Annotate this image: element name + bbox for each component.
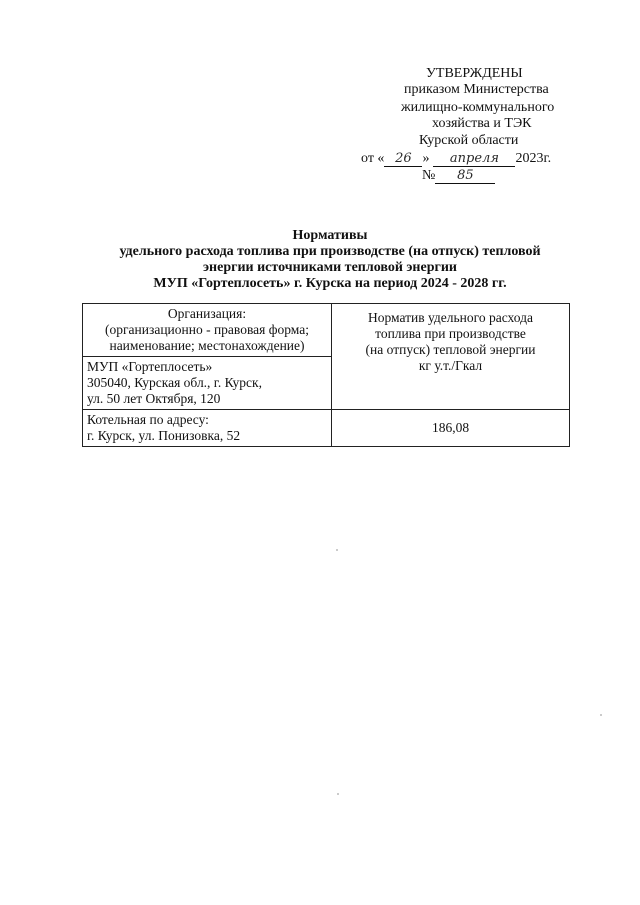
number-prefix: № xyxy=(422,168,436,183)
number-field xyxy=(435,168,495,184)
document-title xyxy=(40,228,620,292)
header-right-line-2: топлива при производстве xyxy=(375,326,526,341)
header-left-line-1: Организация: xyxy=(167,306,247,321)
date-month: апреля xyxy=(449,151,499,166)
approval-number xyxy=(422,168,495,184)
title-line-2: удельного расхода топлива при производстве (на отпуск) тепловой xyxy=(119,244,541,259)
header-organization xyxy=(83,304,332,357)
norm-value-cell: 186,08 xyxy=(332,410,570,447)
scan-speck xyxy=(600,714,602,716)
boiler-cell xyxy=(83,410,332,447)
boiler-line-2: г. Курск, ул. Понизовка, 52 xyxy=(87,428,241,443)
number-value: 85 xyxy=(457,168,474,183)
org-line-1: МУП «Гортеплосеть» xyxy=(87,359,213,374)
header-norm xyxy=(332,304,570,410)
org-cell xyxy=(83,357,332,410)
approval-date xyxy=(361,151,551,167)
table-row xyxy=(83,410,570,447)
header-right-line-3: (на отпуск) тепловой энергии xyxy=(365,342,536,357)
title-line-3: энергии источниками тепловой энергии xyxy=(202,260,457,275)
approval-line-2: жилищно-коммунального xyxy=(401,100,555,115)
scan-speck xyxy=(337,793,339,795)
header-right-line-1: Норматив удельного расхода xyxy=(368,310,533,325)
date-year: 2023г. xyxy=(515,151,552,166)
date-mid: » xyxy=(422,151,430,166)
boiler-line-1: Котельная по адресу: xyxy=(87,412,209,427)
header-right-line-4: кг у.т./Гкал xyxy=(418,358,483,373)
date-prefix: от « xyxy=(361,151,385,166)
approval-heading: УТВЕРЖДЕНЫ xyxy=(426,66,523,81)
header-left-line-3: наименование; местонахождение) xyxy=(109,338,305,353)
scan-speck xyxy=(336,549,338,551)
approval-line-3: хозяйства и ТЭК xyxy=(432,116,532,131)
title-line-1: Нормативы xyxy=(292,228,368,243)
norm-table xyxy=(82,303,570,447)
approval-line-1: приказом Министерства xyxy=(404,82,549,97)
date-month-field xyxy=(433,151,515,167)
date-day-field xyxy=(384,151,422,167)
approval-line-4: Курской области xyxy=(419,133,519,148)
org-line-3: ул. 50 лет Октября, 120 xyxy=(87,391,221,406)
org-line-2: 305040, Курская обл., г. Курск, xyxy=(87,375,262,390)
header-left-line-2: (организационно - правовая форма; xyxy=(105,322,309,337)
date-day: 26 xyxy=(395,151,412,166)
title-line-4: МУП «Гортеплосеть» г. Курска на период 2024 - 2028 гг. xyxy=(153,276,507,291)
table-header-row xyxy=(83,304,570,357)
